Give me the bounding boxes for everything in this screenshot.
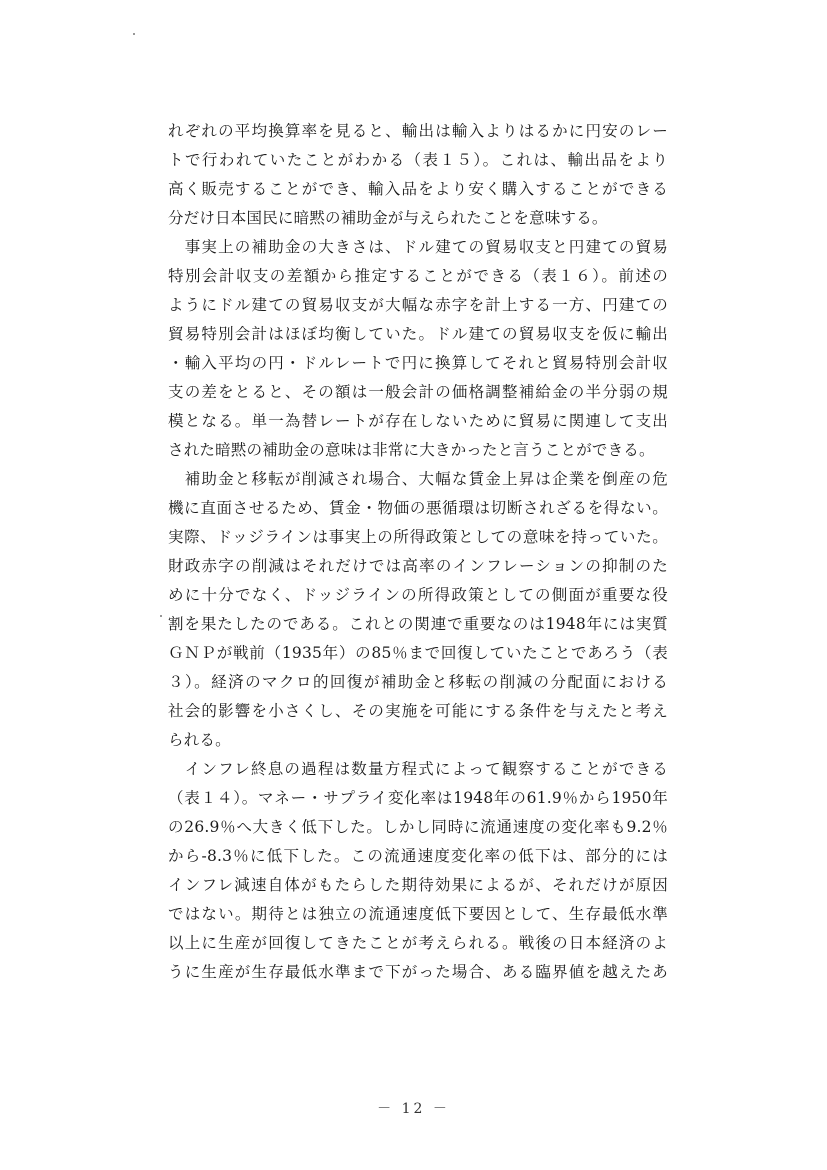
- text-line: 高く販売することができ、輸入品をより安く購入することができる: [168, 180, 668, 198]
- text-line: 社会的影響を小さくし、その実施を可能にする条件を与えたと考え: [168, 702, 668, 720]
- page-number: － 12 －: [377, 1101, 450, 1117]
- text-line: インフレ減速自体がもたらした期待効果によるが、それだけが原因: [168, 876, 668, 894]
- scan-speck: [133, 33, 135, 35]
- text-line: うに生産が生存最低水準まで下がった場合、ある臨界値を越えたあ: [168, 963, 668, 981]
- text-line: めに十分でなく、ドッジラインの所得政策としての側面が重要な役: [168, 586, 668, 604]
- text-line: 財政赤字の削減はそれだけでは高率のインフレーションの抑制のた: [168, 557, 668, 575]
- text-line: 特別会計収支の差額から推定することができる（表１６）。前述の: [168, 267, 668, 285]
- text-line: トで行われていたことがわかる（表１５）。これは、輸出品をより: [168, 151, 668, 169]
- text-line: 割を果たしたのである。これとの関連で重要なのは1948年には実質: [168, 615, 668, 633]
- text-line: ＧＮＰが戦前（1935年）の85％まで回復していたことであろう（表: [168, 644, 668, 662]
- text-line: の26.9％へ大きく低下した。しかし同時に流通速度の変化率も9.2％: [168, 818, 668, 836]
- text-line: れぞれの平均換算率を見ると、輸出は輸入よりはるかに円安のレー: [168, 122, 668, 140]
- text-line: 支の差をとると、その額は一般会計の価格調整補給金の半分弱の規: [168, 383, 668, 401]
- text-line: ようにドル建ての貿易収支が大幅な赤字を計上する一方、円建ての: [168, 296, 668, 314]
- text-line: ３）。経済のマクロ的回復が補助金と移転の削減の分配面における: [168, 673, 668, 691]
- text-line: 補助金と移転が削減され場合、大幅な賃金上昇は企業を倒産の危: [168, 470, 668, 488]
- text-line: 以上に生産が回復してきたことが考えられる。戦後の日本経済のよ: [168, 934, 668, 952]
- text-line: ではない。期待とは独立の流通速度低下要因として、生存最低水準: [168, 905, 668, 923]
- text-line: インフレ終息の過程は数量方程式によって観察することができる: [168, 760, 668, 778]
- text-line: られる。: [168, 731, 231, 749]
- text-line: 分だけ日本国民に暗黙の補助金が与えられたことを意味する。: [168, 209, 608, 227]
- text-line: 事実上の補助金の大きさは、ドル建ての貿易収支と円建ての貿易: [168, 238, 668, 256]
- text-line: された暗黙の補助金の意味は非常に大きかったと言うことができる。: [168, 441, 655, 459]
- text-line: （表１４）。マネー・サプライ変化率は1948年の61.9％から1950年: [168, 789, 668, 807]
- text-line: 機に直面させるため、賃金・物価の悪循環は切断されざるを得ない。: [168, 499, 668, 517]
- text-line: ・輸入平均の円・ドルレートで円に換算してそれと貿易特別会計収: [168, 354, 668, 372]
- text-line: から-8.3％に低下した。この流通速度変化率の低下は、部分的には: [168, 847, 668, 865]
- text-line: 模となる。単一為替レートが存在しないために貿易に関連して支出: [168, 412, 668, 430]
- body-text: [168, 117, 668, 987]
- scan-speck: [160, 615, 162, 617]
- text-line: 貿易特別会計はほぼ均衡していた。ドル建ての貿易収支を仮に輸出: [168, 325, 668, 343]
- text-line: 実際、ドッジラインは事実上の所得政策としての意味を持っていた。: [168, 528, 668, 546]
